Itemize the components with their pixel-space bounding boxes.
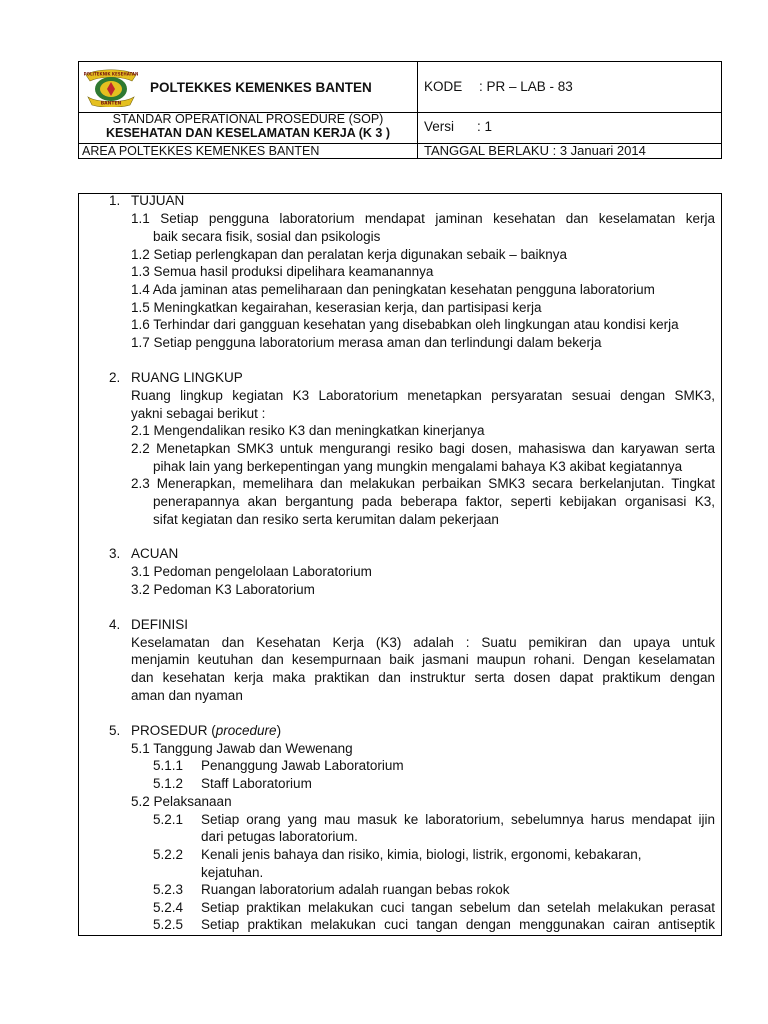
list-item: 1.2 Setiap perlengkapan dan peralatan kerja digunakan sebaik – baiknya [131,247,568,262]
area-label: AREA POLTEKKES KEMENKES BANTEN [82,144,320,158]
section-title-definisi: DEFINISI [131,617,189,632]
section-number: 5. [109,723,121,738]
list-item: Kenali jenis bahaya dan risiko, kimia, biologi, listrik, ergonomi, kebakaran, [201,847,642,862]
paragraph-line: dan kesehatan kerja maka praktikan dan instruktur serta dosen dapat praktikum dengan [131,670,715,685]
list-item: 1.7 Setiap pengguna laboratorium merasa aman dan terlindungi dalam bekerja [131,335,602,350]
document-body [78,193,722,936]
section-number: 4. [109,617,121,632]
section-title-italic: procedure [215,723,277,738]
list-item: 2.3 Menerapkan, memelihara dan melakukan perbaikan SMK3 secara berkelanjutan. Tingkat [131,476,715,491]
list-item-continuation: penerapannya akan bergantung pada beberapa faktor, seperti kebijakan organisasi K3, [153,494,715,509]
section-title-ruang-lingkup: RUANG LINGKUP [131,370,243,385]
list-item-continuation: kejatuhan. [201,865,264,880]
institution-name: POLTEKKES KEMENKES BANTEN [150,80,372,95]
paragraph-line: yakni sebagai berikut : [131,406,266,421]
item-number: 5.1.1 [153,758,184,773]
list-item-continuation: baik secara fisik, sosial dan psikologis [153,229,381,244]
list-item: 3.2 Pedoman K3 Laboratorium [131,582,315,597]
svg-text:POLITEKNIK KESEHATAN: POLITEKNIK KESEHATAN [83,71,139,77]
item-number: 5.2.1 [153,812,184,827]
section-title-tujuan: TUJUAN [131,193,185,208]
kode-value: : PR – LAB - 83 [479,79,573,94]
item-number: 5.2.4 [153,900,184,915]
section-number: 2. [109,370,121,385]
list-item: 1.1 Setiap pengguna laboratorium mendapat jaminan kesehatan dan keselamatan kerja [131,211,715,226]
list-item: Setiap praktikan melakukan cuci tangan dengan menggunakan cairan antiseptik [201,917,715,932]
list-item-continuation: dari petugas laboratorium. [201,829,358,844]
list-item-continuation: pihak lain yang berkepentingan yang mungkin mengalami bahaya K3 akibat kegiatannya [153,459,683,474]
kode-label: KODE [424,79,463,94]
section-title-close: ) [276,723,282,738]
item-number: 5.2.3 [153,882,184,897]
list-item: 2.2 Menetapkan SMK3 untuk mengurangi resiko bagi dosen, mahasiswa dan karyawan serta [131,441,715,456]
paragraph-line: Keselamatan dan Kesehatan Kerja (K3) adalah : Suatu pemikiran dan upaya untuk [131,635,715,650]
paragraph-line: aman dan nyaman [131,688,243,703]
versi-label: Versi [424,119,455,134]
document-header-table [78,61,722,159]
list-item: Penanggung Jawab Laboratorium [201,758,404,773]
list-item-continuation: sifat kegiatan dan resiko serta kerumitan dalam pekerjaan [153,512,499,527]
section-number: 1. [109,193,121,208]
paragraph-line: menjamin keutuhan dan kesempurnaan baik jasmani maupun rohani. Dengan keselamatan [131,652,715,667]
institution-logo [82,67,140,107]
sop-title: STANDAR OPERATIONAL PROSEDURE (SOP) [112,112,384,126]
list-item: 3.1 Pedoman pengelolaan Laboratorium [131,564,372,579]
section-title-text: PROSEDUR ( [131,723,216,738]
section-title-prosedur [131,723,281,739]
svg-text:BANTEN: BANTEN [100,101,122,107]
paragraph-line: Ruang lingkup kegiatan K3 Laboratorium menetapkan persyaratan sesuai dengan SMK3, [131,388,715,403]
item-number: 5.2.5 [153,917,184,932]
item-number: 5.2.2 [153,847,184,862]
effective-date: TANGGAL BERLAKU : 3 Januari 2014 [424,143,646,158]
list-item: Setiap praktikan melakukan cuci tangan sebelum dan setelah melakukan perasat [201,900,715,915]
list-item: 1.6 Terhindar dari gangguan kesehatan yang disebabkan oleh lingkungan atau kondisi kerja [131,317,679,332]
section-title-acuan: ACUAN [131,546,179,561]
list-item: 1.4 Ada jaminan atas pemeliharaan dan peningkatan kesehatan pengguna laboratorium [131,282,655,297]
list-item: 2.1 Mengendalikan resiko K3 dan meningkatkan kinerjanya [131,423,485,438]
list-item: Setiap orang yang mau masuk ke laboratorium, sebelumnya harus mendapat ijin [201,812,715,827]
section-number: 3. [109,546,121,561]
sop-subtitle: KESEHATAN DAN KESELAMATAN KERJA (K 3 ) [105,126,391,140]
subsection-title: 5.2 Pelaksanaan [131,794,232,809]
subsection-title: 5.1 Tanggung Jawab dan Wewenang [131,741,353,756]
list-item: 1.5 Meningkatkan kegairahan, keserasian kerja, dan partisipasi kerja [131,300,542,315]
list-item: 1.3 Semua hasil produksi dipelihara keamanannya [131,264,434,279]
versi-value: : 1 [477,119,493,134]
list-item: Ruangan laboratorium adalah ruangan bebas rokok [201,882,510,897]
list-item: Staff Laboratorium [201,776,312,791]
item-number: 5.1.2 [153,776,184,791]
